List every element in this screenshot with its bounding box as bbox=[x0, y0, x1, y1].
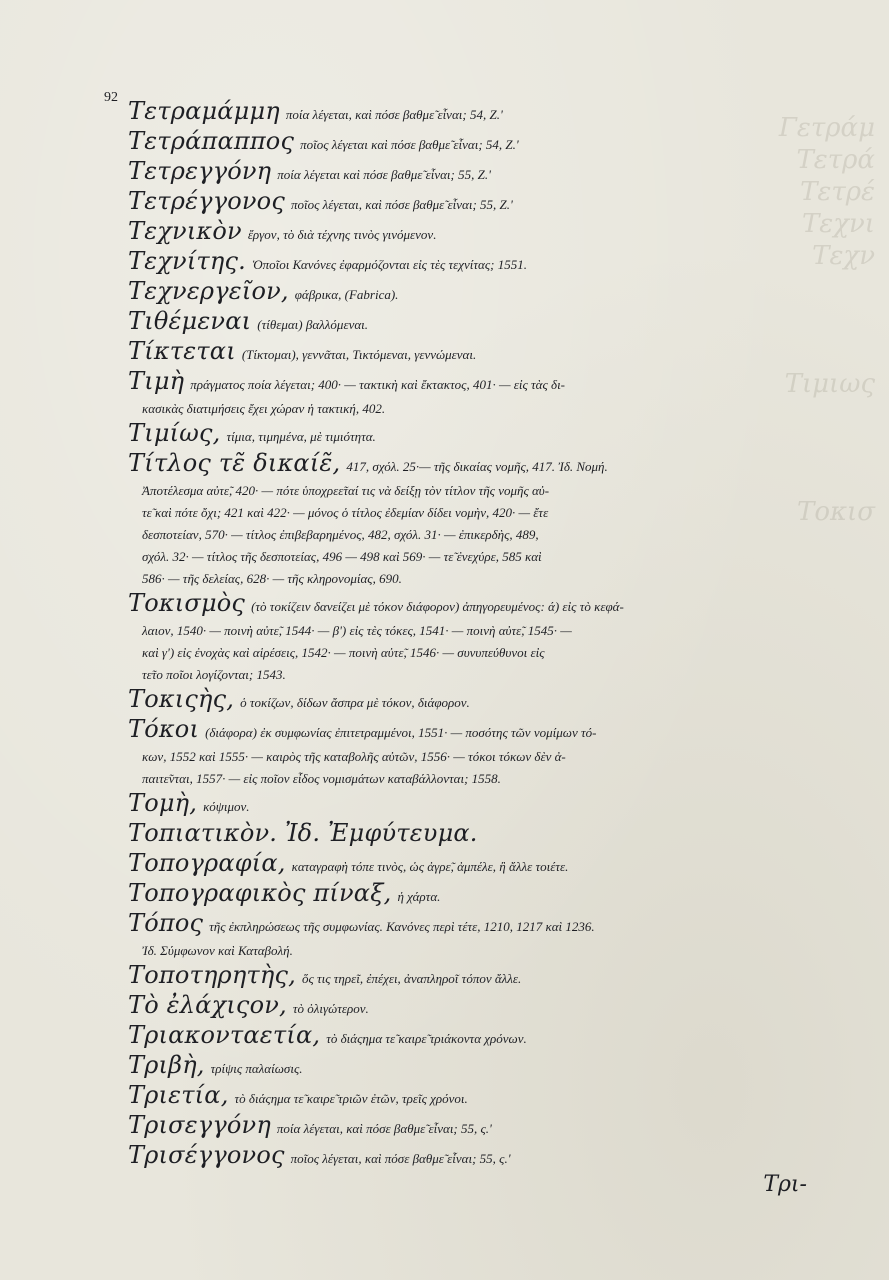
entry-definition: (Τίκτομαι), γεννᾶται, Τικτόμεναι, γεννώμεναι. bbox=[241, 347, 477, 362]
entry-definition: 417, σχόλ. 25·— τῆς δικαίας νομῆς, 417. Ἰδ. Νομή. bbox=[346, 459, 608, 474]
entry-headword: Τίτλος τε̃ δικαίε̃, bbox=[128, 449, 341, 477]
index-entry bbox=[128, 158, 828, 188]
entry-first-line bbox=[128, 420, 828, 450]
entry-headword: Τοκισμὸς bbox=[128, 589, 246, 617]
entry-continuation-line: τε̃το ποῖοι λογίζονται; 1543. bbox=[142, 667, 286, 682]
entry-definition: τὸ διάςημα τε̃ καιρε̃ τριῶν ἐτῶν, τρεῖς χρόνοι. bbox=[234, 1091, 468, 1106]
index-entry bbox=[128, 820, 828, 850]
entry-continuation-line: Ἀποτέλεσμα αὐτε̃, 420· — πότε ὑποχρεε̃ταί τις νὰ δείξῃ τὸν τίτλον τῆς νομῆς αὐ- bbox=[142, 483, 550, 498]
entry-definition: καταγραφὴ τόπε τινὸς, ὡς ἀγρε̃, ἀμπέλε, ἢ ἄλλε τοιέτε. bbox=[291, 859, 569, 874]
entry-definition: τὸ διάςημα τε̃ καιρε̃ τριάκοντα χρόνων. bbox=[326, 1031, 527, 1046]
index-entry bbox=[128, 1082, 828, 1112]
entry-headword: Τιμὴ bbox=[128, 367, 185, 395]
entry-definition: Ὁποῖοι Κανόνες ἐφαρμόζονται εἰς τὲς τεχνίτας; 1551. bbox=[251, 257, 527, 272]
index-entry bbox=[128, 248, 828, 278]
page-number: 92 bbox=[104, 90, 118, 105]
entry-headword: Τοκιςὴς, bbox=[128, 685, 235, 713]
index-entries bbox=[128, 98, 828, 1172]
entry-first-line bbox=[128, 992, 828, 1022]
entry-first-line bbox=[128, 308, 828, 338]
entry-first-line bbox=[128, 1052, 828, 1082]
entry-headword: Τίκτεται bbox=[128, 337, 236, 365]
entry-first-line bbox=[128, 1022, 828, 1052]
entry-definition: (τὸ τοκίζειν δανείζει μὲ τόκον διάφορον) ἀπηγορευμένος: ά) εἰς τὸ κεφά- bbox=[251, 599, 624, 614]
entry-continuation-line: καὶ γ') εἰς ἐνοχὰς καὶ αἱρέσεις, 1542· — ποινὴ αὐτε̃, 1546· — συνυπεύθυνοι εἰς bbox=[142, 645, 545, 660]
entry-headword: Τοπογραφικὸς πίναξ, bbox=[128, 879, 392, 907]
index-entry bbox=[128, 910, 828, 962]
entry-definition: ποία λέγεται, καὶ πόσε βαθμε̃ εἶναι; 54, Ζ.' bbox=[285, 107, 503, 122]
entry-continuation-line: κων, 1552 καὶ 1555· — καιρὸς τῆς καταβολῆς αὐτῶν, 1556· — τόκοι τόκων δὲν ἀ- bbox=[142, 749, 566, 764]
entry-headword: Τεχνικὸν bbox=[128, 217, 242, 245]
index-entry bbox=[128, 686, 828, 716]
entry-first-line bbox=[128, 218, 828, 248]
entry-first-line bbox=[128, 188, 828, 218]
entry-first-line bbox=[128, 278, 828, 308]
index-entry bbox=[128, 98, 828, 128]
index-entry bbox=[128, 962, 828, 992]
index-entry bbox=[128, 278, 828, 308]
index-entry bbox=[128, 218, 828, 248]
entry-first-line bbox=[128, 450, 828, 480]
entry-continuation-line: 586· — τῆς δελείας, 628· — τῆς κληρονομίας, 690. bbox=[142, 571, 402, 586]
index-entry bbox=[128, 716, 828, 790]
entry-first-line bbox=[128, 1112, 828, 1142]
entry-first-line bbox=[128, 790, 828, 820]
entry-first-line bbox=[128, 1082, 828, 1112]
entry-definition: τίμια, τιμημένα, μὲ τιμιότητα. bbox=[226, 429, 376, 444]
entry-definition: τὸ ὀλιγώτερον. bbox=[292, 1001, 369, 1016]
entry-continuation-line: δεσποτείαν, 570· — τίτλος ἐπιβεβαρημένος, 482, σχόλ. 31· — ἐπικερδὴς, 489, bbox=[142, 527, 539, 542]
entry-headword: Τετρεγγόνη bbox=[128, 157, 272, 185]
entry-first-line bbox=[128, 158, 828, 188]
entry-first-line bbox=[128, 590, 828, 620]
entry-first-line bbox=[128, 880, 828, 910]
entry-headword: Τριακονταετία, bbox=[128, 1021, 321, 1049]
entry-headword: Τόπος bbox=[128, 909, 204, 937]
entry-definition: (διάφορα) ἐκ συμφωνίας ἐπιτετραμμένοι, 1551· — ποσότης τῶν νομίμων τό- bbox=[205, 725, 597, 740]
entry-headword: Τοπογραφία, bbox=[128, 849, 286, 877]
index-entry bbox=[128, 420, 828, 450]
index-entry bbox=[128, 790, 828, 820]
entry-first-line bbox=[128, 686, 828, 716]
entry-definition: ποία λέγεται καὶ πόσε βαθμε̃ εἶναι; 55, Ζ.' bbox=[277, 167, 491, 182]
entry-headword: Τετρέγγονος bbox=[128, 187, 285, 215]
entry-first-line bbox=[128, 910, 828, 940]
index-entry bbox=[128, 590, 828, 686]
entry-first-line bbox=[128, 850, 828, 880]
index-entry bbox=[128, 188, 828, 218]
entry-definition: τρίψις παλαίωσις. bbox=[210, 1061, 303, 1076]
entry-headword: Τριετία, bbox=[128, 1081, 229, 1109]
entry-definition: (τίθεμαι) βαλλόμεναι. bbox=[257, 317, 369, 332]
index-entry bbox=[128, 368, 828, 420]
entry-headword: Τοπιατικὸν. Ἰδ. Ἐμφύτευμα. bbox=[128, 819, 478, 847]
index-entry bbox=[128, 308, 828, 338]
index-entry bbox=[128, 1022, 828, 1052]
entry-definition: ποῖος λέγεται καὶ πόσε βαθμε̃ εἶναι; 54, Ζ.' bbox=[300, 137, 519, 152]
entry-definition: ἡ χάρτα. bbox=[397, 889, 441, 904]
index-entry bbox=[128, 128, 828, 158]
entry-definition: πράγματος ποία λέγεται; 400· — τακτικὴ καὶ ἔκτακτος, 401· — εἰς τὰς δι- bbox=[190, 377, 566, 392]
entry-headword: Τὸ ἐλάχιςον, bbox=[128, 991, 287, 1019]
index-entry bbox=[128, 338, 828, 368]
entry-continuation-line: λαιον, 1540· — ποινὴ αὐτε̃, 1544· — β') εἰς τὲς τόκες, 1541· — ποινὴ αὐτε̃, 1545· — bbox=[142, 623, 572, 638]
entry-headword: Τομὴ, bbox=[128, 789, 198, 817]
entry-definition: τῆς ἐκπληρώσεως τῆς συμφωνίας. Κανόνες περὶ τέτε, 1210, 1217 καὶ 1236. bbox=[209, 919, 595, 934]
entry-continuation-line: παιτε̃νται, 1557· — εἰς ποῖον εἶδος νομισμάτων καταβάλλονται; 1558. bbox=[142, 771, 501, 786]
entry-first-line bbox=[128, 128, 828, 158]
entry-continuation-line: κασικὰς διατιμήσεις ἔχει χώραν ἡ τακτική, 402. bbox=[142, 401, 386, 416]
index-entry bbox=[128, 450, 828, 590]
entry-first-line bbox=[128, 98, 828, 128]
entry-headword: Τριβὴ, bbox=[128, 1051, 205, 1079]
entry-definition: ὁ τοκίζων, δίδων ἄσπρα μὲ τόκον, διάφορον. bbox=[240, 695, 470, 710]
catchword: Τρι- bbox=[763, 1172, 807, 1197]
entry-first-line bbox=[128, 1142, 828, 1172]
entry-definition: ὅς τις τηρεῖ, ἐπέχει, ἀναπληροῖ τόπον ἄλλε. bbox=[301, 971, 522, 986]
entry-headword: Τρισεγγόνη bbox=[128, 1111, 271, 1139]
entry-headword: Τρισέγγονος bbox=[128, 1141, 285, 1169]
entry-headword: Τιθέμεναι bbox=[128, 307, 252, 335]
entry-first-line bbox=[128, 820, 828, 850]
entry-headword: Τόκοι bbox=[128, 715, 200, 743]
entry-first-line bbox=[128, 368, 828, 398]
entry-first-line bbox=[128, 248, 828, 278]
index-entry bbox=[128, 1052, 828, 1082]
entry-definition: κόψιμον. bbox=[203, 799, 250, 814]
entry-headword: Τεχνεργεῖον, bbox=[128, 277, 289, 305]
entry-first-line bbox=[128, 716, 828, 746]
index-entry bbox=[128, 850, 828, 880]
entry-first-line bbox=[128, 338, 828, 368]
entry-continuation-line: τε̃ καὶ πότε ὄχι; 421 καὶ 422· — μόνος ὁ τίτλος ἐδεμίαν δίδει νομὴν, 420· — ἔτε bbox=[142, 505, 549, 520]
entry-headword: Τεχνίτης. bbox=[128, 247, 246, 275]
entry-headword: Τετράπαππος bbox=[128, 127, 295, 155]
entry-headword: Τιμίως, bbox=[128, 419, 221, 447]
entry-definition: ἔργον, τὸ διὰ τέχνης τινὸς γινόμενον. bbox=[247, 227, 437, 242]
entry-headword: Τοποτηρητὴς, bbox=[128, 961, 296, 989]
entry-definition: ποῖος λέγεται, καὶ πόσε βαθμε̃ εἶναι; 55, ς.' bbox=[290, 1151, 511, 1166]
bleed-through-text: Γετράμ Τετρά Τετρέ Τεχνι Τεχν Τιμιως Τοκισ bbox=[778, 113, 875, 527]
index-entry bbox=[128, 880, 828, 910]
index-entry bbox=[128, 1142, 828, 1172]
entry-definition: ποῖος λέγεται, καὶ πόσε βαθμε̃ εἶναι; 55, Ζ.' bbox=[290, 197, 513, 212]
index-entry bbox=[128, 1112, 828, 1142]
entry-first-line bbox=[128, 962, 828, 992]
entry-definition: φάβρικα, (Fabrica). bbox=[294, 287, 399, 302]
entry-definition: ποία λέγεται, καὶ πόσε βαθμε̃ εἶναι; 55, ς.' bbox=[276, 1121, 492, 1136]
entry-continuation-line: Ἰδ. Σύμφωνον καὶ Καταβολή. bbox=[142, 943, 293, 958]
entry-headword: Τετραμάμμη bbox=[128, 97, 280, 125]
entry-continuation-line: σχόλ. 32· — τίτλος τῆς δεσποτείας, 496 — 498 καὶ 569· — τε̃ ἐνεχύρε, 585 καὶ bbox=[142, 549, 542, 564]
index-entry bbox=[128, 992, 828, 1022]
